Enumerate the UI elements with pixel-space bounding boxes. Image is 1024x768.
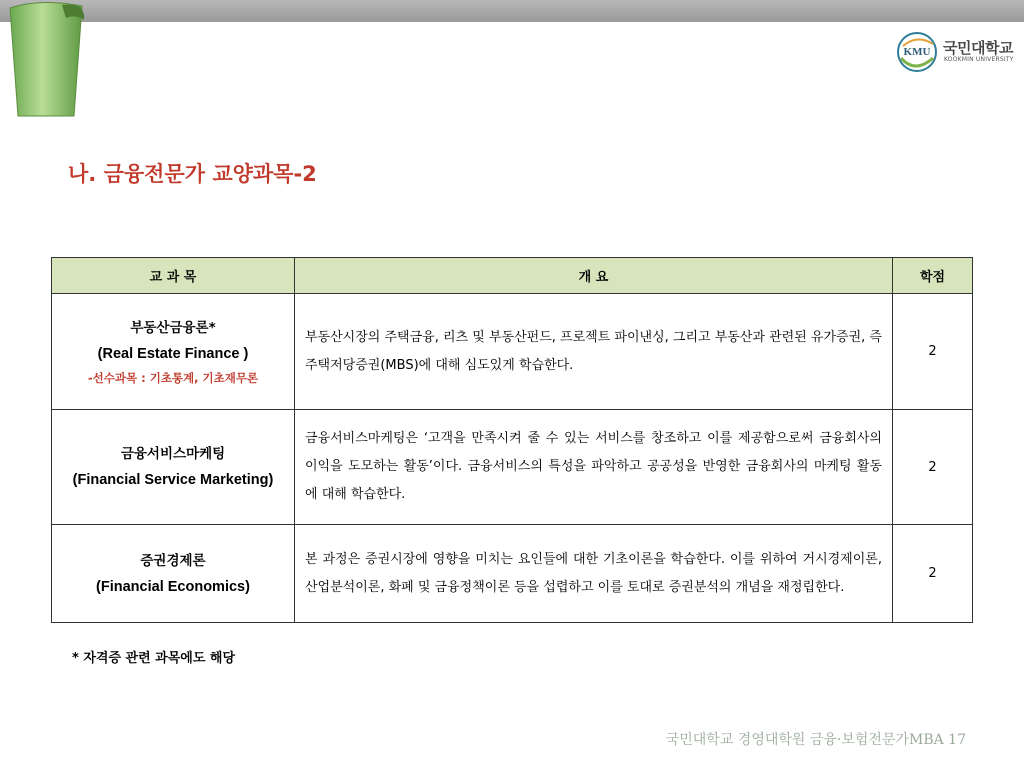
top-bar <box>0 0 1024 22</box>
course-credit: 2 <box>893 410 973 525</box>
course-description: 부동산시장의 주택금융, 리츠 및 부동산펀드, 프로젝트 파이낸싱, 그리고 부동산과 관련된 유가증권, 즉 주택저당증권(MBS)에 대해 심도있게 학습한다. <box>295 294 893 410</box>
page-title: 나. 금융전문가 교양과목-2 <box>68 162 317 186</box>
course-description: 본 과정은 증권시장에 영향을 미치는 요인들에 대한 기초이론을 학습한다. 이를 위하여 거시경제이론, 산업분석이론, 화폐 및 금융정책이론 등을 섭렵하고 이를 토대로 증권분석의 개념을 재정립한다. <box>295 525 893 623</box>
table-row <box>52 525 973 623</box>
logo-abbr: KMU <box>903 46 931 58</box>
course-name-kr: 증권경제론 <box>140 552 206 569</box>
course-description: 금융서비스마케팅은 ‘고객을 만족시켜 줄 수 있는 서비스를 창조하고 이를 제공함으로써 금융회사의 이익을 도모하는 활동’이다. 금융서비스의 특성을 파악하고 공공성을 반영한 금융회사의 마케팅 활동에 대해 학습한다. <box>295 410 893 525</box>
course-table <box>51 257 973 623</box>
course-credit: 2 <box>893 294 973 410</box>
course-prerequisite: -선수과목 : 기초통계, 기초재무론 <box>87 370 259 385</box>
footnote: * 자격증 관련 과목에도 해당 <box>72 651 236 666</box>
page-footer: 국민대학교 경영대학원 금융·보험전문가MBA 17 <box>665 732 966 748</box>
table-row <box>52 410 973 525</box>
header-overview: 개 요 <box>295 258 893 294</box>
table-header-row <box>52 258 973 294</box>
course-name-en: (Financial Economics) <box>96 578 250 595</box>
course-name-en: (Financial Service Marketing) <box>72 472 274 488</box>
logo-name-en: KOOKMIN UNIVERSITY <box>944 56 1014 63</box>
course-credit: 2 <box>893 525 973 623</box>
course-name-cell <box>52 294 295 410</box>
course-name-kr: 부동산금융론* <box>130 319 216 336</box>
course-name-en: (Real Estate Finance ) <box>97 345 249 362</box>
header-credit: 학점 <box>893 258 973 294</box>
logo-name-kr: 국민대학교 <box>943 39 1013 57</box>
course-name-cell <box>52 410 295 525</box>
table-row <box>52 294 973 410</box>
ribbon-decoration <box>0 0 100 122</box>
header-course: 교 과 목 <box>52 258 295 294</box>
course-name-cell <box>52 525 295 623</box>
course-name-kr: 금융서비스마케팅 <box>120 446 226 462</box>
